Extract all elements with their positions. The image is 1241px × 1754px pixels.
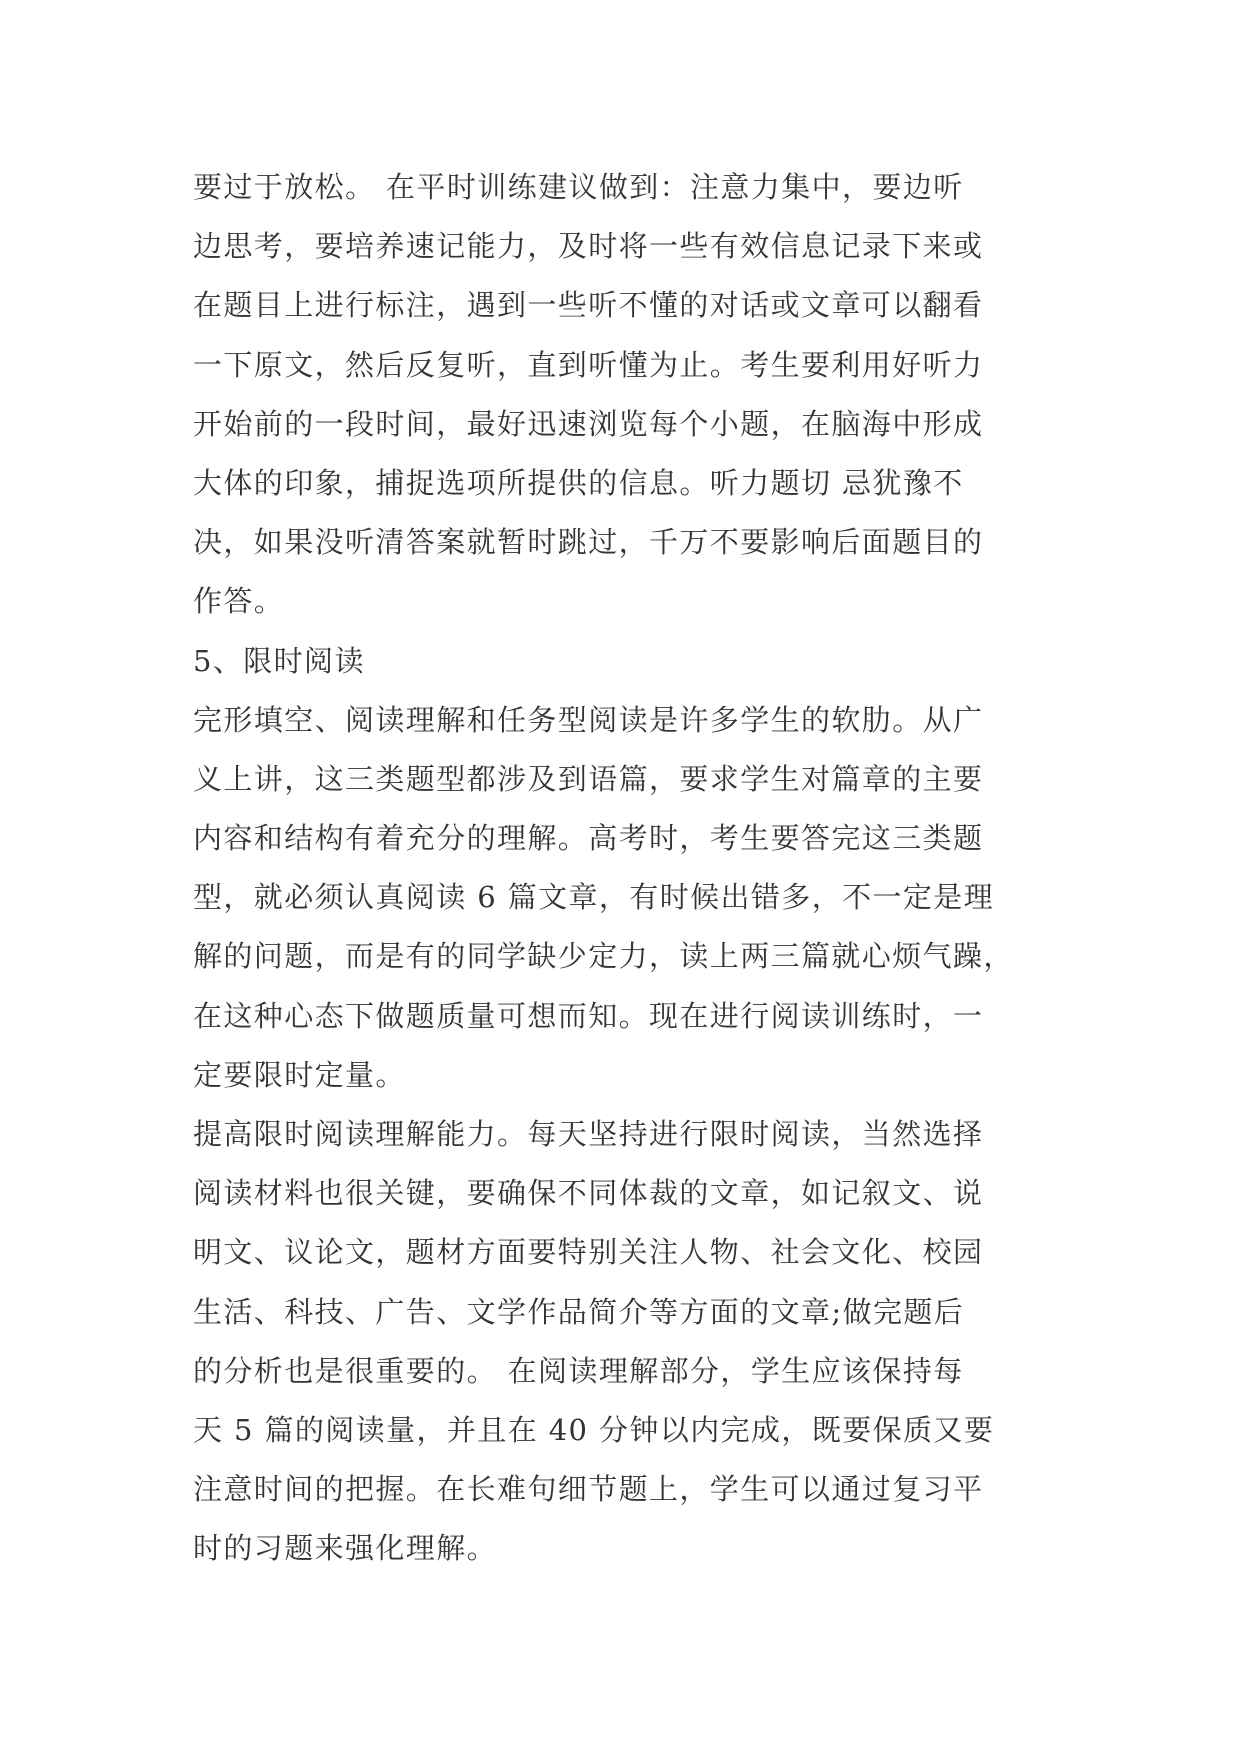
text-line: 的分析也是很重要的。 在阅读理解部分，学生应该保持每 [193,1353,964,1388]
text-line: 提高限时阅读理解能力。每天坚持进行限时阅读，当然选择 [193,1117,984,1151]
text-line: 定要限时定量。 [193,1057,406,1092]
text-line: 时的习题来强化理解。 [193,1531,498,1566]
text-line: 天 5 篇的阅读量，并且在 40 分钟以内完成，既要保质又要 [193,1412,995,1447]
text-line: 解的问题，而是有的同学缺少定力，读上两三篇就心烦气躁， [193,939,1014,974]
text-line: 一下原文，然后反复听，直到听懂为止。考生要利用好听力 [193,347,984,382]
text-line: 决，如果没听清答案就暂时跳过，千万不要影响后面题目的 [193,525,984,560]
document-body [193,158,1063,1579]
text-line: 大体的印象，捕捉选项所提供的信息。听力题切 忌犹豫不 [193,465,964,500]
text-line: 内容和结构有着充分的理解。高考时，考生要答完这三类题 [193,821,984,856]
text-line: 开始前的一段时间，最好迅速浏览每个小题，在脑海中形成 [193,406,984,441]
text-line: 在题目上进行标注，遇到一些听不懂的对话或文章可以翻看 [193,288,984,323]
text-line: 注意时间的把握。在长难句细节题上，学生可以通过复习平 [193,1472,984,1507]
text-line: 义上讲，这三类题型都涉及到语篇，要求学生对篇章的主要 [193,761,984,796]
text-line: 阅读材料也很关键，要确保不同体裁的文章，如记叙文、说 [193,1176,984,1211]
text-line: 在这种心态下做题质量可想而知。现在进行阅读训练时，一 [193,998,984,1033]
text-line: 完形填空、阅读理解和任务型阅读是许多学生的软肋。从广 [193,702,984,737]
text-line: 要过于放松。 在平时训练建议做到：注意力集中，要边听 [193,170,964,204]
text-line: 明文、议论文，题材方面要特别关注人物、社会文化、校园 [193,1235,984,1270]
text-line: 作答。 [193,584,285,619]
text-line: 生活、科技、广告、文学作品简介等方面的文章;做完题后 [193,1294,965,1329]
section-heading: 5、限时阅读 [193,643,365,678]
text-line: 型，就必须认真阅读 6 篇文章，有时候出错多，不一定是理 [193,880,995,915]
text-line: 边思考，要培养速记能力，及时将一些有效信息记录下来或 [193,229,984,264]
